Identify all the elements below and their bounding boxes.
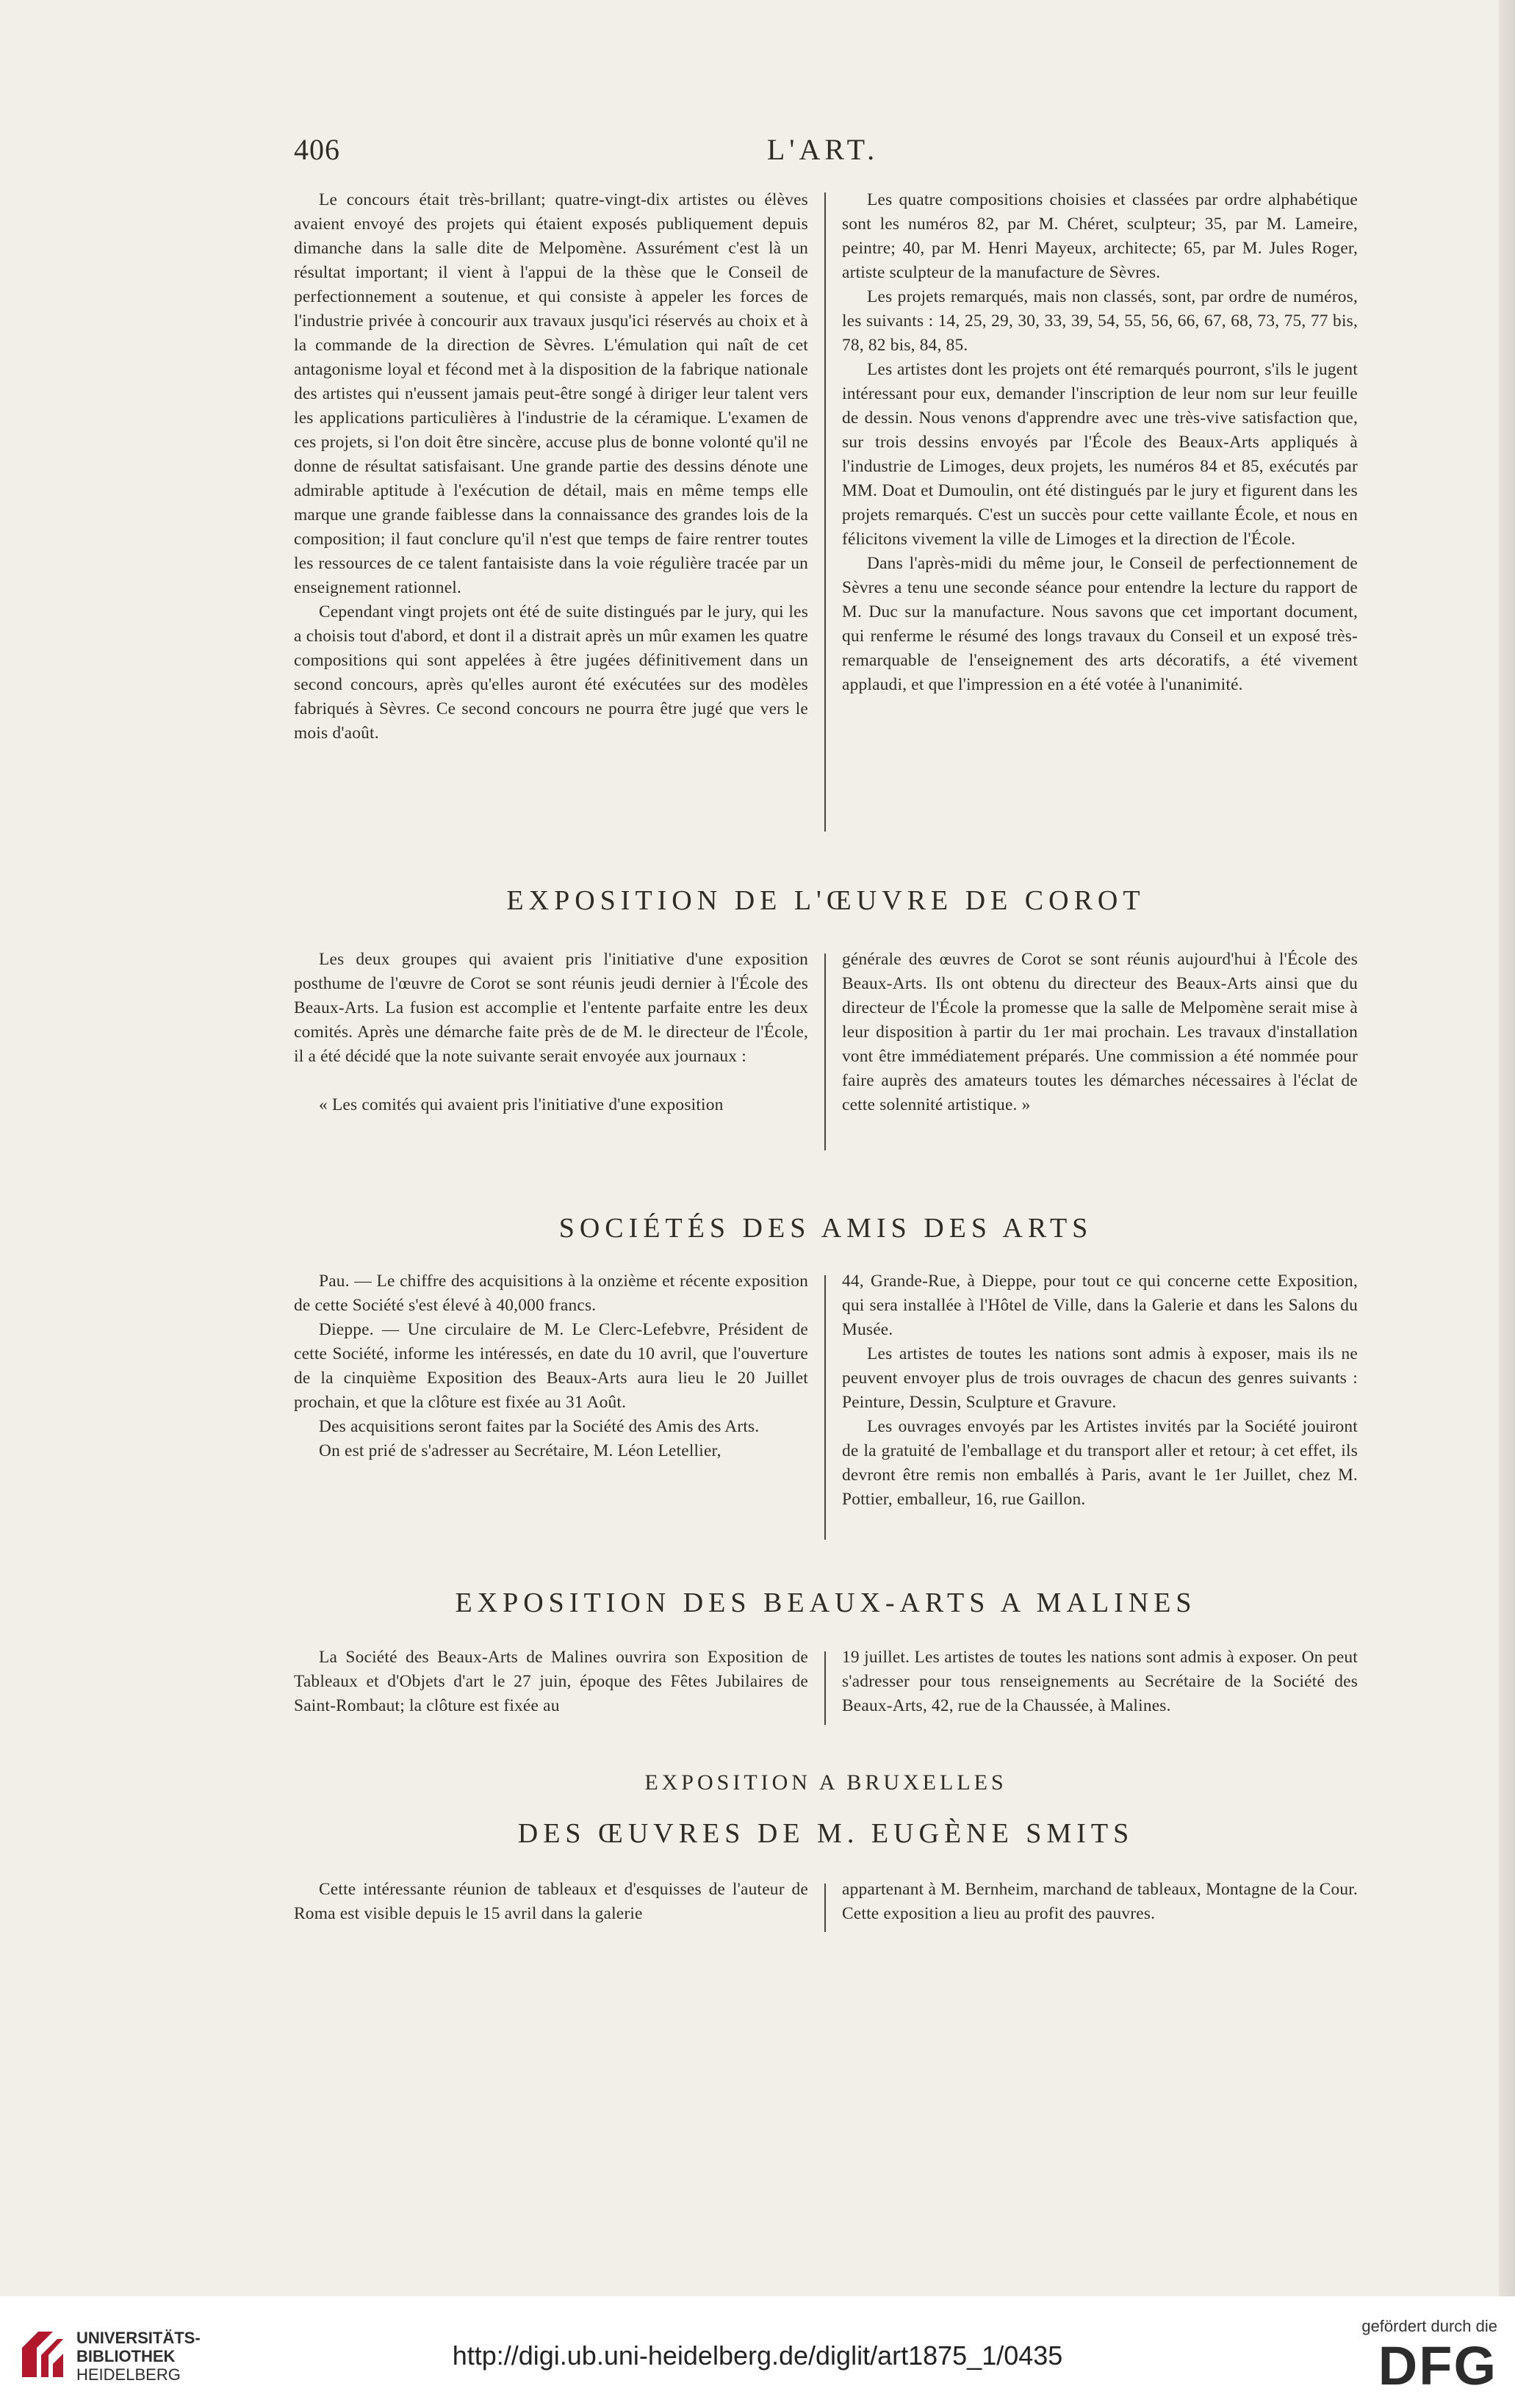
paragraph: appartenant à M. Bernheim, marchand de tableaux, Montagne de la Cour. Cette exposition a lieu au profit des pauvres. [842, 1880, 1358, 1923]
section1-right-column [842, 188, 1358, 697]
section4-right-column [842, 1645, 1358, 1718]
paragraph: Cette intéressante réunion de tableaux et d'esquisses de l'auteur de Roma est visible depuis le 15 avril dans la galerie [294, 1880, 808, 1923]
section-title-societes: SOCIÉTÉS DES AMIS DES ARTS [558, 1213, 1093, 1244]
paragraph: Des acquisitions seront faites par la Société des Amis des Arts. [319, 1417, 760, 1436]
paragraph: 19 juillet. Les artistes de toutes les nations sont admis à exposer. On peut s'adresser pour tous renseignements au Secrétaire de la Société des Beaux-Arts, 42, rue de la Chaussée, à Malines. [842, 1648, 1358, 1715]
paragraph: Les artistes de toutes les nations sont admis à exposer, mais ils ne peuvent envoyer plus de trois ouvrages de chacun des genres suivants : Peinture, Dessin, Sculpture et Gravure. [842, 1344, 1358, 1412]
section5-right-column [842, 1878, 1358, 1926]
column-divider [824, 1651, 826, 1725]
dfg-credit [1328, 2317, 1497, 2398]
page-header [294, 132, 1352, 176]
paragraph: Cependant vingt projets ont été de suite distingués par le jury, qui les a choisis tout d'abord, et dont il a distrait après un mûr examen les quatre compositions qui sont appelées à être jugées définitivement dans un second concours, après qu'elles auront été exécutées sur des modèles fabriqués à Sèvres. Ce second concours ne pourra être jugé que vers le mois d'août. [294, 602, 808, 743]
funded-by-label: gefördert durch die [1361, 2317, 1497, 2335]
section5-left-column [294, 1878, 808, 1926]
library-name: UNIVERSITÄTS- BIBLIOTHEK HEIDELBERG [76, 2329, 201, 2384]
viewer-footer [0, 2296, 1515, 2408]
section4-left-column [294, 1645, 808, 1718]
paragraph: Dans l'après-midi du même jour, le Conseil de perfectionnement de Sèvres a tenu une seconde séance pour entendre la lecture du rapport de M. Duc sur la manufacture. Nous savons que cet important document, qui renferme le résumé des longs travaux du Conseil et un exposé très-remarquable de l'enseignement des arts décoratifs, a été vivement applaudi, et que l'impression en a été votée à l'unanimité. [842, 554, 1358, 694]
running-title: L'ART. [766, 133, 879, 166]
section2-right-column [842, 948, 1358, 1117]
paragraph: Dieppe. — Une circulaire de M. Le Clerc-Lefebvre, Président de cette Société, informe les intéressés, en date du 10 avril, que l'ouverture de la cinquième Exposition des Beaux-Arts aura lieu le 20 Juillet prochain, et que la clôture est fixée au 31 Août. [294, 1320, 808, 1412]
column-divider [824, 1275, 826, 1540]
column-divider [824, 954, 826, 1150]
permalink-url[interactable]: http://digi.ub.uni-heidelberg.de/diglit/art1875_1/0435 [452, 2340, 1063, 2371]
paragraph: Les ouvrages envoyés par les Artistes invités par la Société jouiront de la gratuité de l'emballage et du transport aller et retour; à cet effet, ils devront être remis non emballés à Paris, avant le 1er Juillet, chez M. Pottier, emballeur, 16, rue Gaillon. [842, 1417, 1358, 1509]
paragraph: Les quatre compositions choisies et classées par ordre alphabétique sont les numéros 82, par M. Chéret, sculpteur; 35, par M. Lameire, peintre; 40, par M. Henri Mayeux, architecte; 65, par M. Jules Roger, artiste sculpteur de la manufacture de Sèvres. [842, 190, 1358, 282]
dfg-logo: DFG [1378, 2335, 1497, 2396]
column-divider [824, 192, 826, 832]
paragraph: Pau. — Le chiffre des acquisitions à la onzième et récente exposition de cette Société s'est élevé à 40,000 francs. [294, 1272, 808, 1315]
page-number: 406 [294, 133, 340, 166]
paragraph: « Les comités qui avaient pris l'initiative d'une exposition [319, 1095, 724, 1114]
paragraph: générale des œuvres de Corot se sont réunis aujourd'hui à l'École des Beaux-Arts. Ils ont obtenu du directeur des Beaux-Arts ainsi que du directeur de l'École la promesse que la salle de Melpomène serait mise à leur disposition à partir du 1er mai prochain. Les travaux d'installation vont être immédiatement préparés. Une commission a été nommée pour faire auprès des amateurs toutes les démarches nécessaires à l'éclat de cette solennité artistique. » [842, 950, 1358, 1114]
paragraph: Le concours était très-brillant; quatre-vingt-dix artistes ou élèves avaient envoyé des projets qui étaient exposés publiquement depuis dimanche dans la salle dite de Melpomène. Assurément c'est là un résultat important; il vient à l'appui de la thèse que le Conseil de perfectionnement a soutenue, et qui consiste à appeler les forces de l'industrie privée à concourir aux travaux jusqu'ici réservés au choix et à la commande de la direction de Sèvres. L'émulation qui naît de cet antagonisme loyal et fécond met à la disposition de la fabrique nationale des artistes qui n'eussent jamais peut-être songé à diriger leur talent vers les applications particulières à l'industrie de la céramique. L'examen de ces projets, si l'on doit être sincère, accuse plus de bonne volonté qu'il ne donne de résultat satisfaisant. Une grande partie des dessins dénote une admirable aptitude à l'exécution de détail, mais en même temps elle marque une grande faiblesse dans la connaissance des grandes lois de la composition; il faut conclure qu'il n'est que temps de faire rentrer toutes les ressources de ce talent fantaisiste dans la voie régulière tracée par un enseignement rationnel. [294, 190, 808, 597]
paragraph: Les deux groupes qui avaient pris l'initiative d'une exposition posthume de l'œuvre de Corot se sont réunis jeudi dernier à l'École des Beaux-Arts. La fusion est accomplie et l'entente parfaite entre les deux comités. Après une démarche faite près de de M. le directeur de l'École, il a été décidé que la note suivante serait envoyée aux journaux : [294, 950, 808, 1066]
paragraph: On est prié de s'adresser au Secrétaire, M. Léon Letellier, [319, 1441, 721, 1460]
section3-left-column [294, 1269, 808, 1463]
paragraph: 44, Grande-Rue, à Dieppe, pour tout ce qui concerne cette Exposition, qui sera installée à l'Hôtel de Ville, dans la Galerie et dans les Salons du Musée. [842, 1272, 1358, 1339]
column-divider [824, 1883, 826, 1932]
section3-right-column [842, 1269, 1358, 1512]
section-title-corot: EXPOSITION DE L'ŒUVRE DE COROT [506, 885, 1145, 916]
paragraph: La Société des Beaux-Arts de Malines ouvrira son Exposition de Tableaux et d'Objets d'art le 27 juin, époque des Fêtes Jubilaires de Saint-Rombaut; la clôture est fixée au [294, 1648, 808, 1715]
section-title-bruxelles: EXPOSITION A BRUXELLES [644, 1770, 1007, 1795]
section-title-malines: EXPOSITION DES BEAUX-ARTS A MALINES [455, 1587, 1197, 1618]
paragraph: Les artistes dont les projets ont été remarqués pourront, s'ils le jugent intéressant pour eux, demander l'inscription de leur nom sur leur feuille de dessin. Nous venons d'apprendre avec une très-vive satisfaction que, sur trois dessins envoyés par l'École des Beaux-Arts appliqués à l'industrie de Limoges, deux projets, les numéros 84 et 85, exécutés par MM. Doat et Dumoulin, ont été distingués par le jury et figurent dans les projets remarqués. C'est un succès pour cette vaillante École, et nous en félicitons vivement la ville de Limoges et la direction de l'École. [842, 360, 1358, 549]
section2-left-column [294, 948, 808, 1117]
section1-left-column [294, 188, 808, 746]
paragraph: Les projets remarqués, mais non classés, sont, par ordre de numéros, les suivants : 14, 25, 29, 30, 33, 39, 54, 55, 56, 66, 67, 68, 73, 75, 77 bis, 78, 82 bis, 84, 85. [842, 287, 1358, 355]
section-subtitle-smits: DES ŒUVRES DE M. EUGÈNE SMITS [517, 1818, 1134, 1849]
